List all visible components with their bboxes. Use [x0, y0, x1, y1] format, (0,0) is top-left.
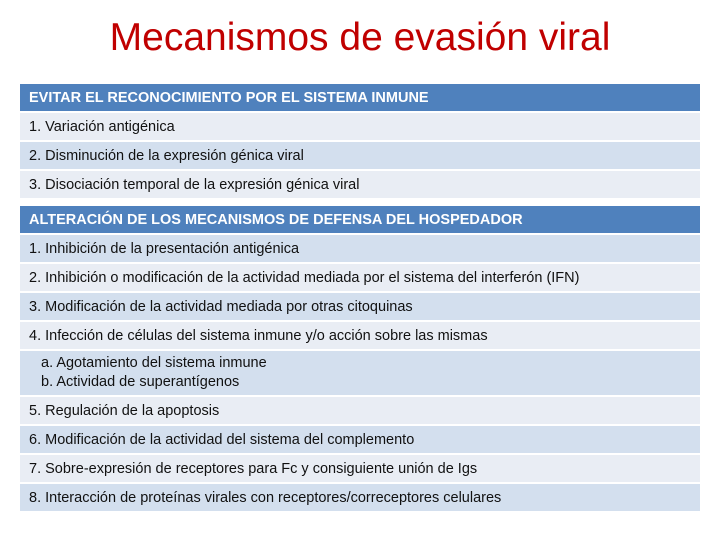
table-row: 3. Disociación temporal de la expresión génica viral: [20, 171, 700, 198]
table-row: 5. Regulación de la apoptosis: [20, 397, 700, 424]
table-row: 8. Interacción de proteínas virales con receptores/correceptores celulares: [20, 484, 700, 511]
evasion-table: [20, 84, 700, 513]
table-row: 7. Sobre-expresión de receptores para Fc y consiguiente unión de Igs: [20, 455, 700, 482]
subitem: a. Agotamiento del sistema inmune: [41, 355, 267, 371]
table-row: 1. Inhibición de la presentación antigénica: [20, 235, 700, 262]
subitem: b. Actividad de superantígenos: [41, 374, 240, 390]
section-header-reconocimiento: EVITAR EL RECONOCIMIENTO POR EL SISTEMA INMUNE: [20, 84, 700, 111]
table-row: 3. Modificación de la actividad mediada por otras citoquinas: [20, 293, 700, 320]
table-row: 2. Disminución de la expresión génica viral: [20, 142, 700, 169]
table-row: 4. Infección de células del sistema inmune y/o acción sobre las mismas: [20, 322, 700, 349]
table-row: 1. Variación antigénica: [20, 113, 700, 140]
table-row: 6. Modificación de la actividad del sistema del complemento: [20, 426, 700, 453]
table-row-subitems: [20, 351, 700, 395]
section-header-defensa: ALTERACIÓN DE LOS MECANISMOS DE DEFENSA DEL HOSPEDADOR: [20, 206, 700, 233]
table-row: 2. Inhibición o modificación de la actividad mediada por el sistema del interferón (IFN): [20, 264, 700, 291]
page-title: Mecanismos de evasión viral: [109, 16, 611, 59]
